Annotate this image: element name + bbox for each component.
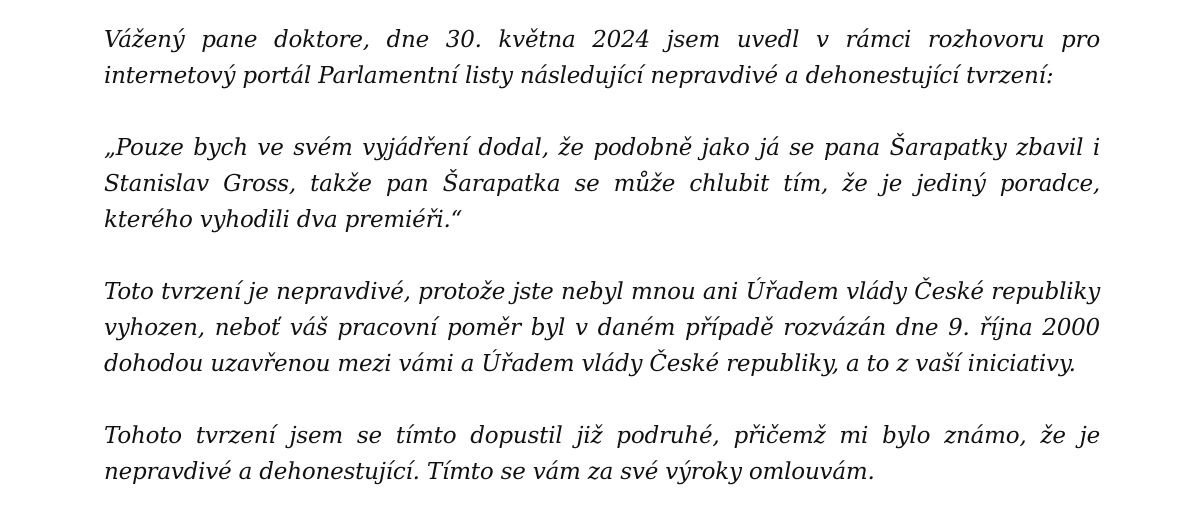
paragraph-intro: Vážený pane doktore, dne 30. května 2024 jsem uvedl v rámci rozhovoru pro internetový portál Parlamentní listy následující nepravdivé a dehonestující tvrzení: (104, 27, 1100, 89)
paragraph-apology: Tohoto tvrzení jsem se tímto dopustil již podruhé, přičemž mi bylo známo, že je nepravdivé a dehonestující. Tímto se vám za své výroky omlouvám. (104, 423, 1100, 485)
paragraph-correction: Toto tvrzení je nepravdivé, protože jste nebyl mnou ani Úřadem vlády České republiky vyhozen, neboť váš pracovní poměr byl v daném případě rozvázán dne 9. října 2000 dohodou uzavřenou mezi vámi a Úřadem vlády České republiky, a to z vaší iniciativy. (104, 279, 1100, 377)
paragraph-quote: „Pouze bych ve svém vyjádření dodal, že podobně jako já se pana Šarapatky zbavil i Stanislav Gross, takže pan Šarapatka se může chlubit tím, že je jediný poradce, kterého vyhodili dva premiéři.“ (104, 135, 1100, 233)
apology-letter (104, 22, 1100, 490)
